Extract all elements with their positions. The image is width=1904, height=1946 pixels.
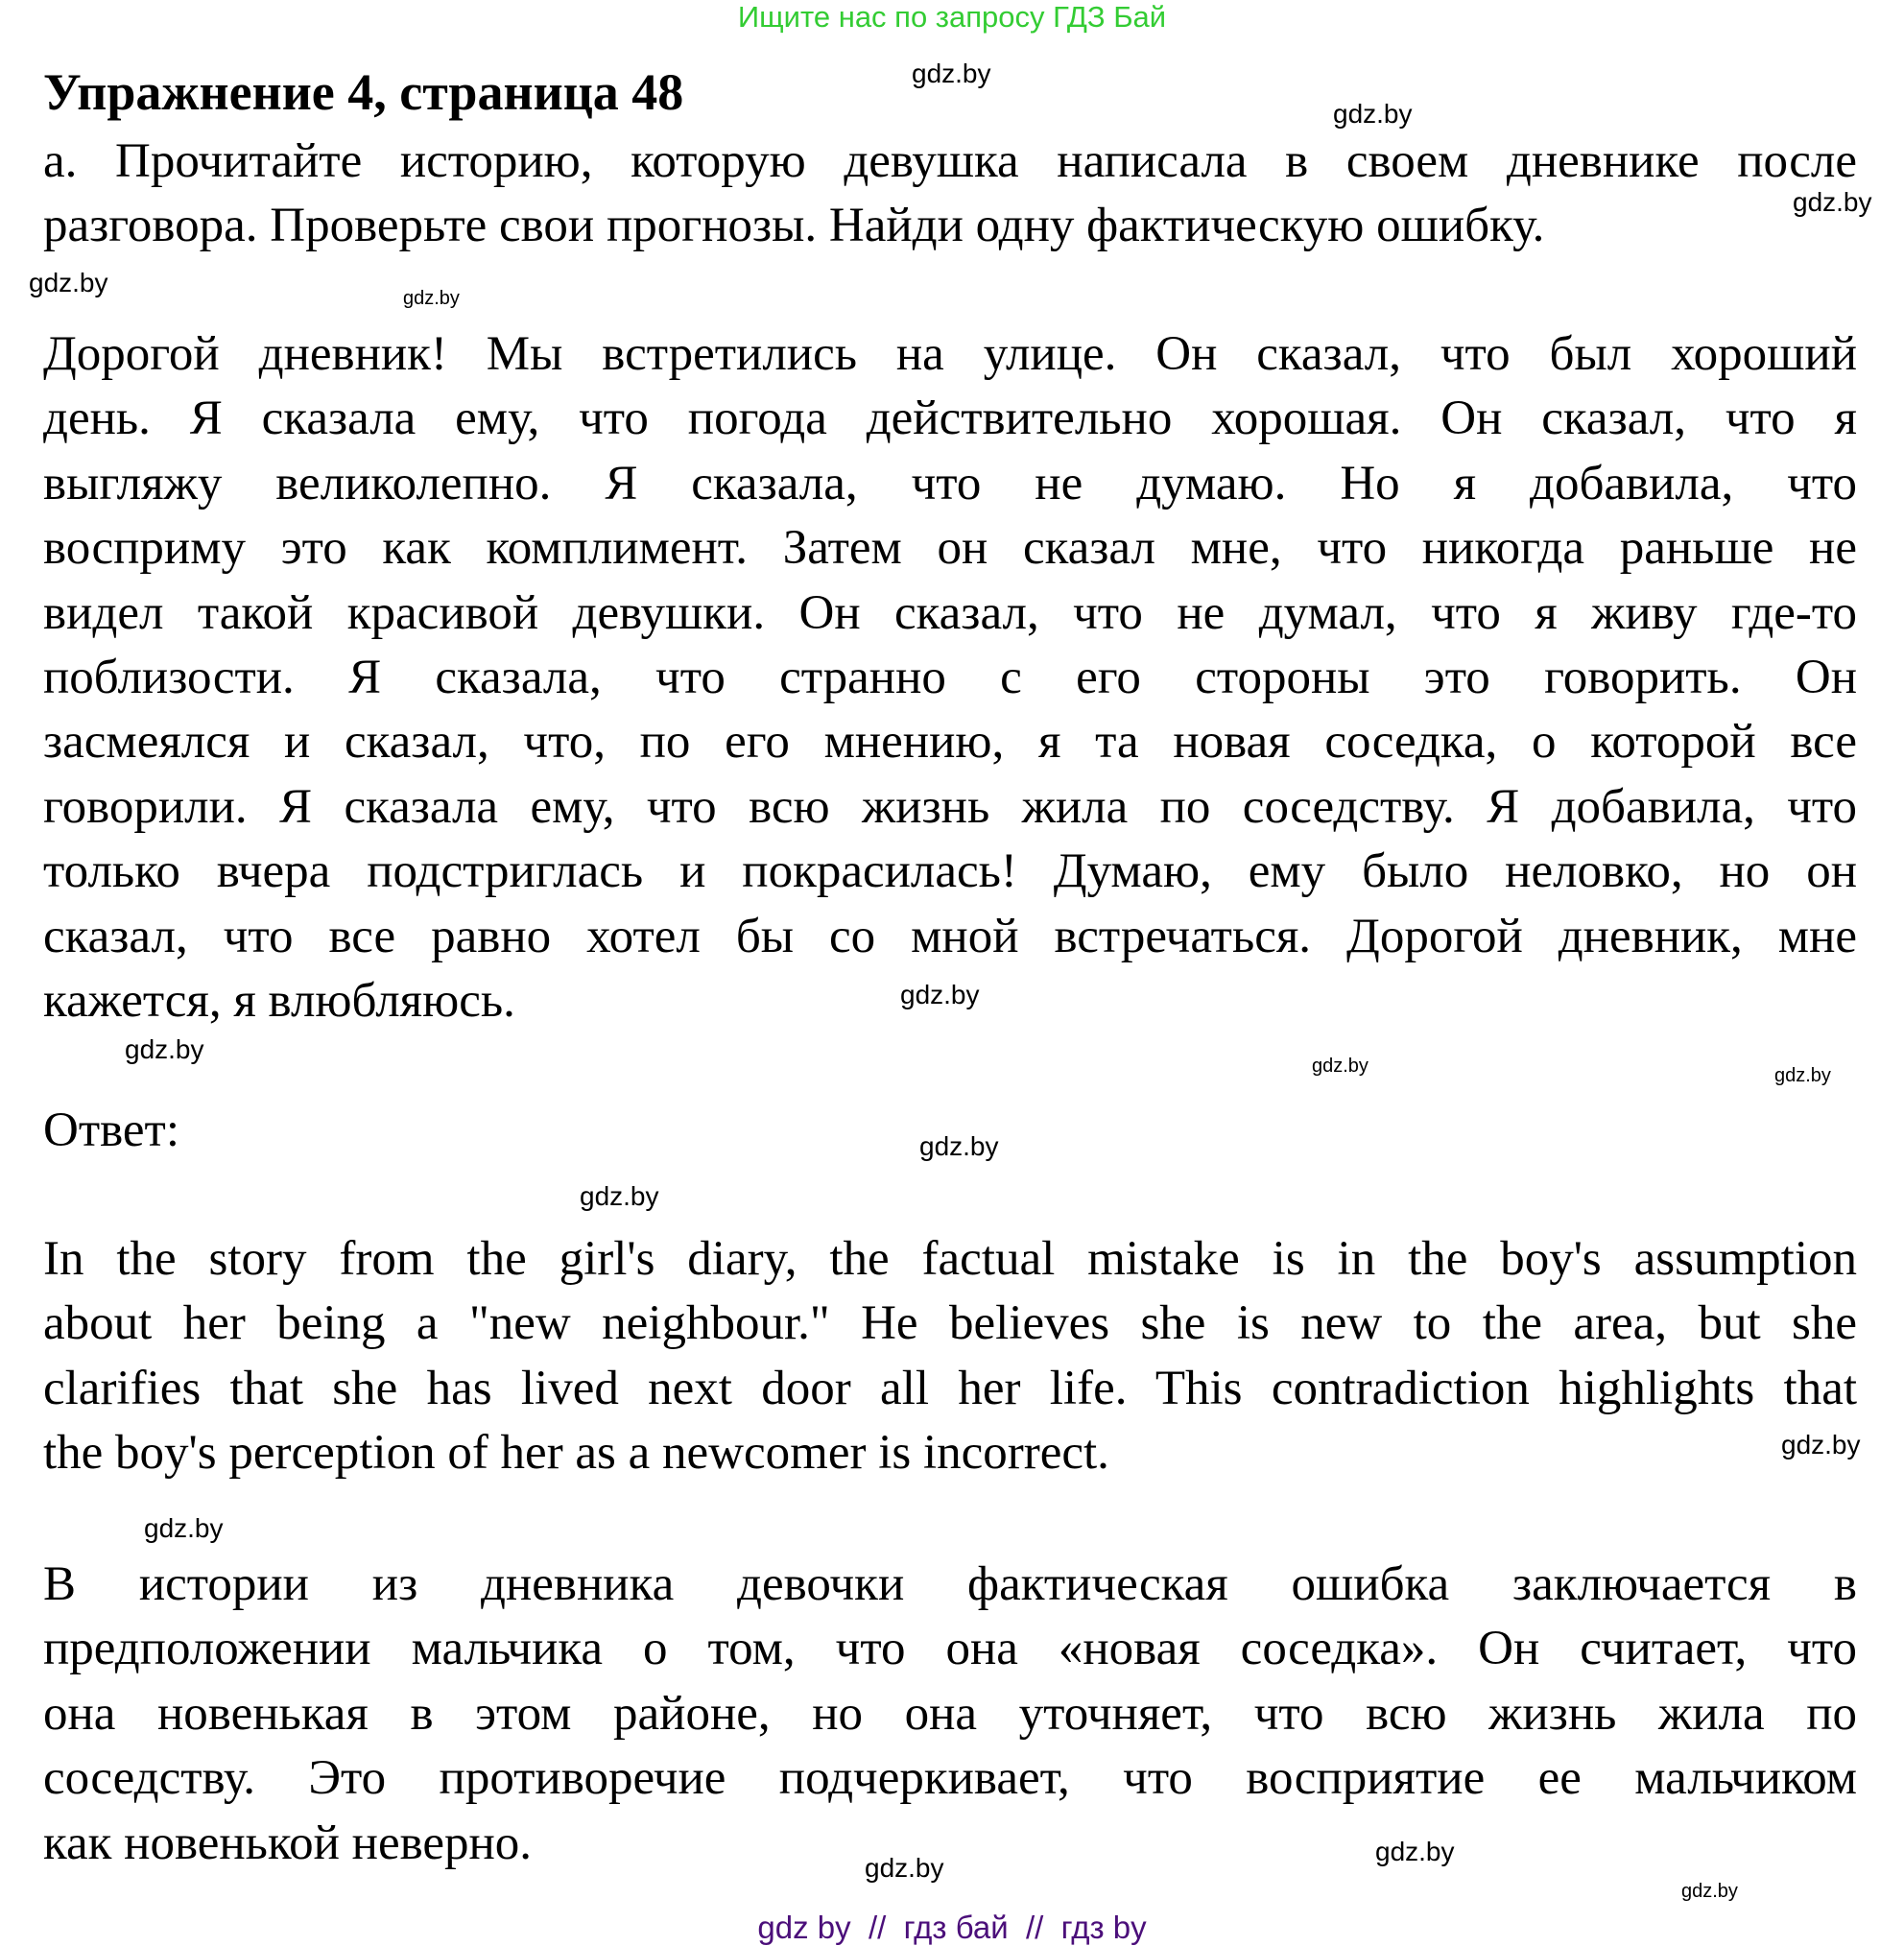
diary-line: засмеялся и сказал, что, по его мнению, я та новая соседка, о которой все bbox=[43, 715, 1857, 770]
answer-russian-line: как новенькой неверно. bbox=[43, 1815, 533, 1870]
answer-russian-line: она новенькая в этом районе, но она уточняет, что всю жизнь жила по bbox=[43, 1686, 1857, 1741]
diary-line: Дорогой дневник! Мы встретились на улице. Он сказал, что был хороший bbox=[43, 327, 1857, 381]
watermark: gdz.by bbox=[1781, 1430, 1861, 1460]
answer-russian-line: предположении мальчика о том, что она «новая соседка». Он считает, что bbox=[43, 1622, 1857, 1676]
watermark: gdz.by bbox=[1375, 1837, 1455, 1866]
watermark: gdz.by bbox=[1774, 1065, 1831, 1086]
diary-line: сказал, что все равно хотел бы со мной встречаться. Дорогой дневник, мне bbox=[43, 909, 1857, 963]
watermark: gdz.by bbox=[29, 268, 108, 297]
watermark: gdz.by bbox=[1793, 187, 1872, 217]
watermark: gdz.by bbox=[580, 1181, 659, 1211]
diary-line: выгляжу великолепно. Я сказала, что не думаю. Но я добавила, что bbox=[43, 456, 1857, 510]
diary-line: поблизости. Я сказала, что странно с его стороны это говорить. Он bbox=[43, 651, 1857, 704]
answer-english-line: the boy's perception of her as a newcomer is incorrect. bbox=[43, 1426, 1109, 1481]
answer-russian-line: В истории из дневника девочки фактическая ошибка заключается в bbox=[43, 1557, 1857, 1611]
watermark: gdz.by bbox=[1681, 1881, 1738, 1902]
answer-label: Ответ: bbox=[43, 1104, 179, 1157]
watermark: gdz.by bbox=[900, 980, 980, 1009]
watermark: gdz.by bbox=[144, 1513, 224, 1543]
diary-line: восприму это как комплимент. Затем он сказал мне, что никогда раньше не bbox=[43, 521, 1857, 576]
watermark: gdz.by bbox=[1312, 1056, 1368, 1077]
watermark: gdz.by bbox=[919, 1131, 999, 1161]
task-line: разговора. Проверьте свои прогнозы. Найди одну фактическую ошибку. bbox=[43, 199, 1545, 253]
diary-line: день. Я сказала ему, что погода действительно хорошая. Он сказал, что я bbox=[43, 392, 1857, 446]
watermark: gdz.by bbox=[125, 1034, 204, 1064]
answer-english-line: clarifies that she has lived next door all her life. This contradiction highlights that bbox=[43, 1361, 1857, 1415]
watermark: gdz.by bbox=[912, 59, 991, 88]
diary-line: кажется, я влюбляюсь. bbox=[43, 974, 515, 1028]
task-line: а. Прочитайте историю, которую девушка написала в своем дневнике после bbox=[43, 134, 1857, 188]
watermark: gdz.by bbox=[1333, 99, 1413, 129]
answer-english-line: In the story from the girl's diary, the factual mistake is in the boy's assumption bbox=[43, 1232, 1857, 1286]
watermark: gdz.by bbox=[403, 288, 460, 309]
footer-links: gdz by // гдз бай // гдз by bbox=[757, 1910, 1147, 1945]
watermark: gdz.by bbox=[865, 1853, 944, 1883]
diary-line: только вчера подстриглась и покрасилась! Думаю, ему было неловко, но он bbox=[43, 844, 1857, 899]
page-title: Упражнение 4, страница 48 bbox=[43, 63, 684, 121]
answer-english-line: about her being a "new neighbour." He believes she is new to the area, but she bbox=[43, 1296, 1857, 1351]
diary-line: говорили. Я сказала ему, что всю жизнь жила по соседству. Я добавила, что bbox=[43, 779, 1857, 834]
answer-russian-line: соседству. Это противоречие подчеркивает, что восприятие ее мальчиком bbox=[43, 1751, 1857, 1806]
diary-line: видел такой красивой девушки. Он сказал, что не думал, что я живу где-то bbox=[43, 585, 1857, 640]
search-banner: Ищите нас по запросу ГДЗ Бай bbox=[737, 0, 1167, 34]
